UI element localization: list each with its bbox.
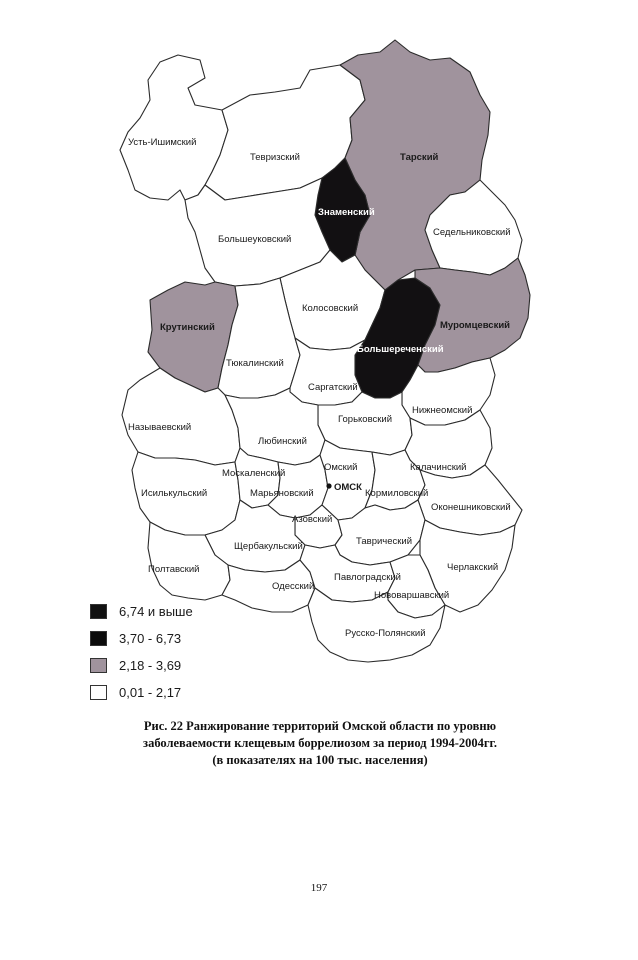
region-label-odessky: Одесский: [272, 581, 315, 592]
region-label-kalachinsky: Калачинский: [410, 462, 467, 473]
region-label-omsky: Омский: [324, 462, 358, 473]
region-label-nazyvaevsky: Называевский: [128, 422, 192, 433]
legend-label: 6,74 и выше: [119, 604, 193, 619]
region-label-tyukalinsky: Тюкалинский: [226, 358, 284, 369]
region-label-tevrizsky: Тевризский: [250, 152, 300, 163]
legend-swatch: [90, 658, 107, 673]
legend: [90, 598, 193, 706]
region-label-bolsherechensky: Большереченский: [357, 344, 444, 355]
region-label-azovsky: Азовский: [292, 514, 333, 525]
figure-caption: [60, 718, 580, 769]
region-label-sedelnikovsky: Седельниковский: [433, 227, 511, 238]
region-label-okoneshnikovsky: Оконешниковский: [431, 502, 511, 513]
caption-line: заболеваемости клещевым боррелиозом за период 1994-2004гг.: [143, 736, 497, 750]
legend-swatch: [90, 631, 107, 646]
page-number: 197: [310, 882, 328, 894]
omsk-city-dot: [326, 483, 331, 488]
region-label-sherbakulsky: Щербакульский: [234, 541, 303, 552]
region-label-poltavsky: Полтавский: [148, 564, 200, 575]
region-label-ust-ishimsky: Усть-Ишимский: [128, 137, 197, 148]
region-label-moskalensky: Москаленский: [222, 468, 286, 479]
legend-item: [90, 625, 193, 652]
legend-item: [90, 679, 193, 706]
region-label-tarsky: Тарский: [400, 152, 439, 163]
caption-line: (в показателях на 100 тыс. населения): [212, 753, 428, 767]
legend-swatch: [90, 604, 107, 619]
legend-label: 0,01 - 2,17: [119, 685, 182, 700]
region-label-cherlaksky: Черлакский: [447, 562, 499, 573]
region-label-gorkovsky: Горьковский: [338, 414, 393, 425]
region-label-znamensky: Знаменский: [318, 207, 375, 218]
legend-label: 2,18 - 3,69: [119, 658, 182, 673]
region-label-lyubinsky: Любинский: [258, 436, 307, 447]
region-label-kolosovsky: Колосовский: [302, 303, 359, 314]
region-label-muromtsevsky: Муромцевский: [440, 320, 511, 331]
region-label-sargatsky: Саргатский: [308, 382, 358, 393]
legend-item: [90, 652, 193, 679]
region-label-maryanovsky: Марьяновский: [250, 488, 314, 499]
region-label-tavrichesky: Таврический: [356, 536, 413, 547]
region-label-krutinsky: Крутинский: [160, 322, 215, 333]
region-label-isilkulsky: Исилькульский: [141, 488, 208, 499]
legend-item: [90, 598, 193, 625]
omsk-city-label: ОМСК: [334, 482, 362, 493]
region-label-russko-polyansky: Русско-Полянский: [345, 628, 426, 639]
legend-swatch: [90, 685, 107, 700]
region-label-novovarshavsky: Нововаршавский: [374, 590, 450, 601]
caption-line: Рис. 22 Ранжирование территорий Омской области по уровню: [143, 719, 497, 733]
region-label-nizhneomsky: Нижнеомский: [412, 405, 473, 416]
region-label-pavlogradsky: Павлоградский: [334, 572, 401, 583]
legend-label: 3,70 - 6,73: [119, 631, 182, 646]
region-label-kormilovsky: Кормиловский: [365, 488, 429, 499]
region-label-bolsheukovsky: Большеуковский: [218, 234, 292, 245]
